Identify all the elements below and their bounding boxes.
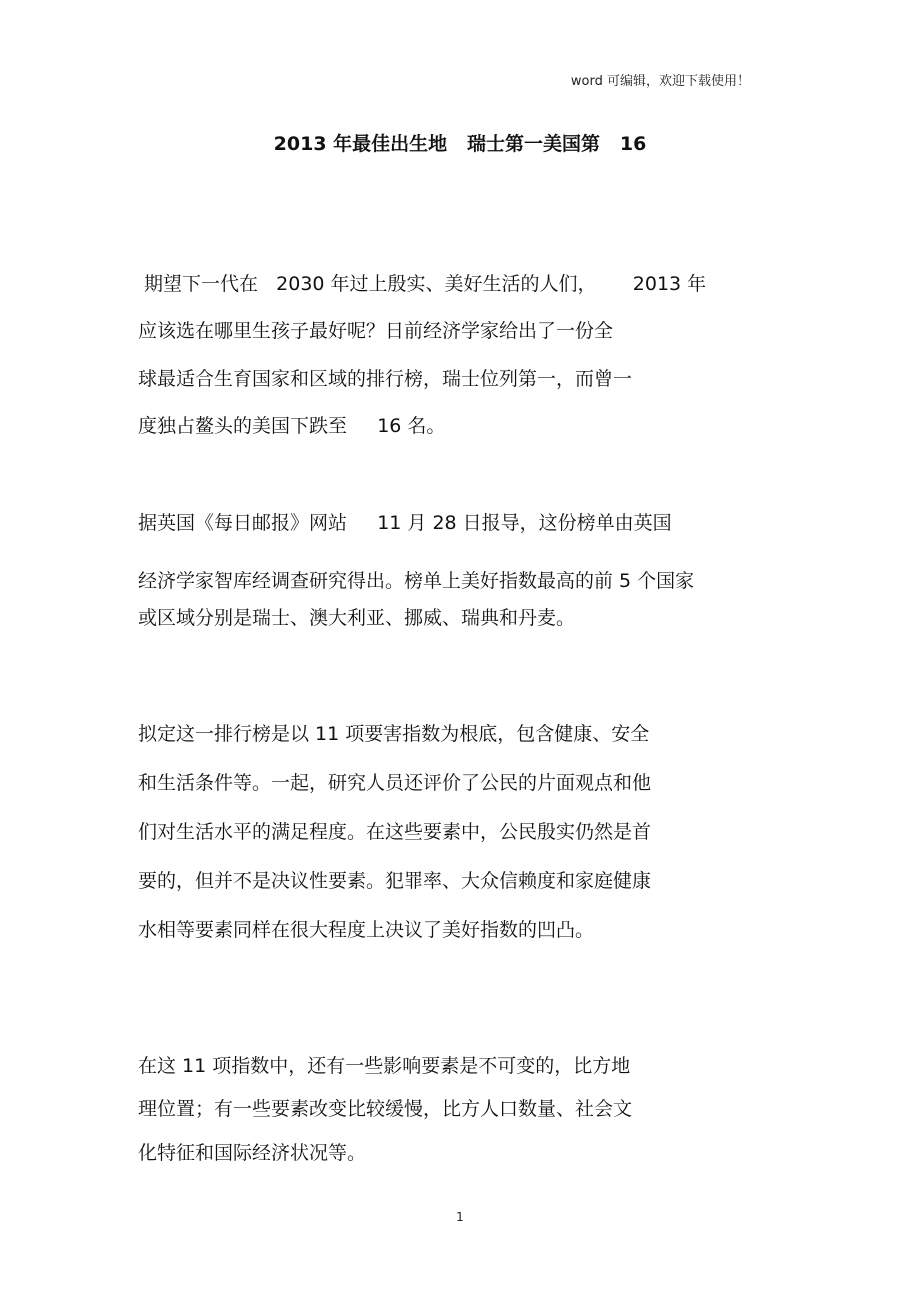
paragraph-3-line-5: 水相等要素同样在很大程度上决议了美好指数的凹凸。 [138,919,595,941]
paragraph-2-line-2: 经济学家智库经调查研究得出。榜单上美好指数最高的前 5 个国家 [138,570,695,592]
page-number: 1 [456,1210,464,1224]
paragraph-1-line-1: 期望下一代在 2030 年过上殷实、美好生活的人们， 2013 年 [138,273,707,295]
paragraph-4-line-1: 在这 11 项指数中，还有一些影响要素是不可变的，比方地 [138,1055,631,1077]
header-note: word 可编辑，欢迎下载使用！ [570,74,750,89]
paragraph-4-line-3: 化特征和国际经济状况等。 [138,1142,367,1164]
paragraph-3-line-4: 要的，但并不是决议性要素。犯罪率、大众信赖度和家庭健康 [138,870,652,892]
paragraph-3-line-1: 拟定这一排行榜是以 11 项要害指数为根底，包含健康、安全 [138,723,650,745]
paragraph-2-line-3: 或区域分别是瑞士、澳大利亚、挪威、瑞典和丹麦。 [138,607,576,629]
document-title: 2013 年最佳出生地 瑞士第一美国第 16 [273,133,647,155]
paragraph-3-line-2: 和生活条件等。一起，研究人员还评价了公民的片面观点和他 [138,772,652,794]
paragraph-3-line-3: 们对生活水平的满足程度。在这些要素中，公民殷实仍然是首 [138,821,652,843]
paragraph-4-line-2: 理位置；有一些要素改变比较缓慢，比方人口数量、社会文 [138,1098,633,1120]
paragraph-2-line-1: 据英国《每日邮报》网站 11 月 28 日报导，这份榜单由英国 [138,512,672,534]
paragraph-1-line-2: 应该选在哪里生孩子最好呢？日前经济学家给出了一份全 [138,320,614,342]
paragraph-1-line-3: 球最适合生育国家和区域的排行榜，瑞士位列第一，而曾一 [138,368,633,390]
paragraph-1-line-4: 度独占鳌头的美国下跌至 16 名。 [138,415,446,437]
